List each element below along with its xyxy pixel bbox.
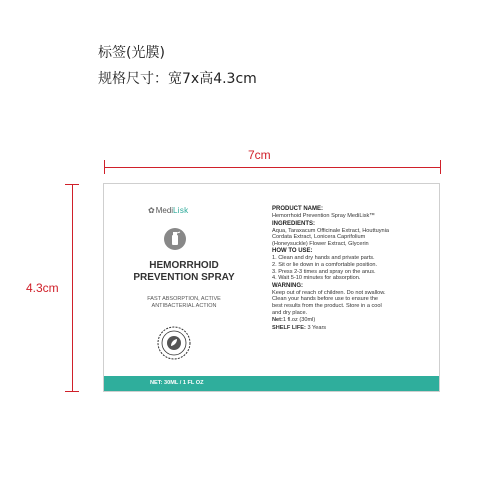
warning-heading: WARNING: xyxy=(272,282,303,289)
net-line xyxy=(272,317,437,324)
brand-leaf-icon: ✿ xyxy=(148,206,155,215)
warning-line: Clean your hands before use to ensure the xyxy=(272,296,379,303)
how-to-step: 2. Sit or lie down in a comfortable position. xyxy=(272,261,378,268)
spec-size: 规格尺寸：宽7x高4.3cm xyxy=(98,71,257,87)
tagline-line2: ANTIBACTERIAL ACTION xyxy=(151,303,217,309)
warning-line: Keep out of reach of children. Do not swallow. xyxy=(272,289,386,296)
footer-net-text: NET: 30ML / 1 FL OZ xyxy=(150,380,204,386)
how-to-step: 4. Wait 5-10 minutes for absorption. xyxy=(272,275,361,282)
width-dimension-line xyxy=(104,167,440,168)
label-left-panel xyxy=(104,184,264,377)
net-heading: Net: xyxy=(272,317,283,324)
shelf-value: 3 Years xyxy=(307,324,327,331)
height-dimension-line xyxy=(72,184,73,391)
width-tick-left xyxy=(104,160,105,174)
spray-bottle-icon xyxy=(164,228,186,250)
how-to-step: 1. Clean and dry hands and private parts. xyxy=(272,255,375,262)
footer-bar xyxy=(104,376,439,391)
product-name-heading: PRODUCT NAME: xyxy=(272,206,323,212)
warning-line: and dry place. xyxy=(272,309,308,316)
ingredients-line: Cordata Extract, Lonicera Caprifolium xyxy=(272,234,366,241)
product-title xyxy=(104,260,264,284)
how-to-step: 3. Press 2-3 times and spray on the anus. xyxy=(272,268,376,275)
brand-suffix: Lisk xyxy=(173,206,189,215)
product-title-line2: PREVENTION SPRAY xyxy=(133,272,235,283)
height-dimension-label: 4.3cm xyxy=(26,281,59,295)
tagline-line1: FAST ABSORPTION, ACTIVE xyxy=(147,296,221,302)
shelf-heading: SHELF LIFE: xyxy=(272,324,306,331)
how-to-heading: HOW TO USE: xyxy=(272,248,313,255)
net-value: 1 fl.oz (30ml) xyxy=(282,317,316,324)
ingredients-line: (Honeysuckle) Flower Extract, Glycerin xyxy=(272,240,369,247)
brand-logo xyxy=(148,206,188,215)
spec-title: 标签(光膜) xyxy=(98,45,165,61)
product-name-value: Hemorrhoid Prevention Spray MediLisk™ xyxy=(272,213,375,219)
height-tick-bottom xyxy=(65,391,79,392)
product-label xyxy=(103,183,440,392)
width-tick-right xyxy=(440,160,441,174)
warning-line: best results from the product. Store in a cool xyxy=(272,302,382,309)
ingredients-heading: INGREDIENTS: xyxy=(272,220,316,227)
product-tagline xyxy=(104,296,264,310)
shelf-line xyxy=(272,325,437,332)
label-right-panel xyxy=(272,206,437,331)
natural-seal-icon xyxy=(157,326,191,360)
product-title-line1: HEMORRHOID xyxy=(149,260,219,271)
ingredients-line: Aqua, Taraxacum Officinale Extract, Houttuynia xyxy=(272,227,390,234)
width-dimension-label: 7cm xyxy=(248,148,271,162)
height-tick-top xyxy=(65,184,79,185)
brand-prefix: Medi xyxy=(155,206,174,215)
